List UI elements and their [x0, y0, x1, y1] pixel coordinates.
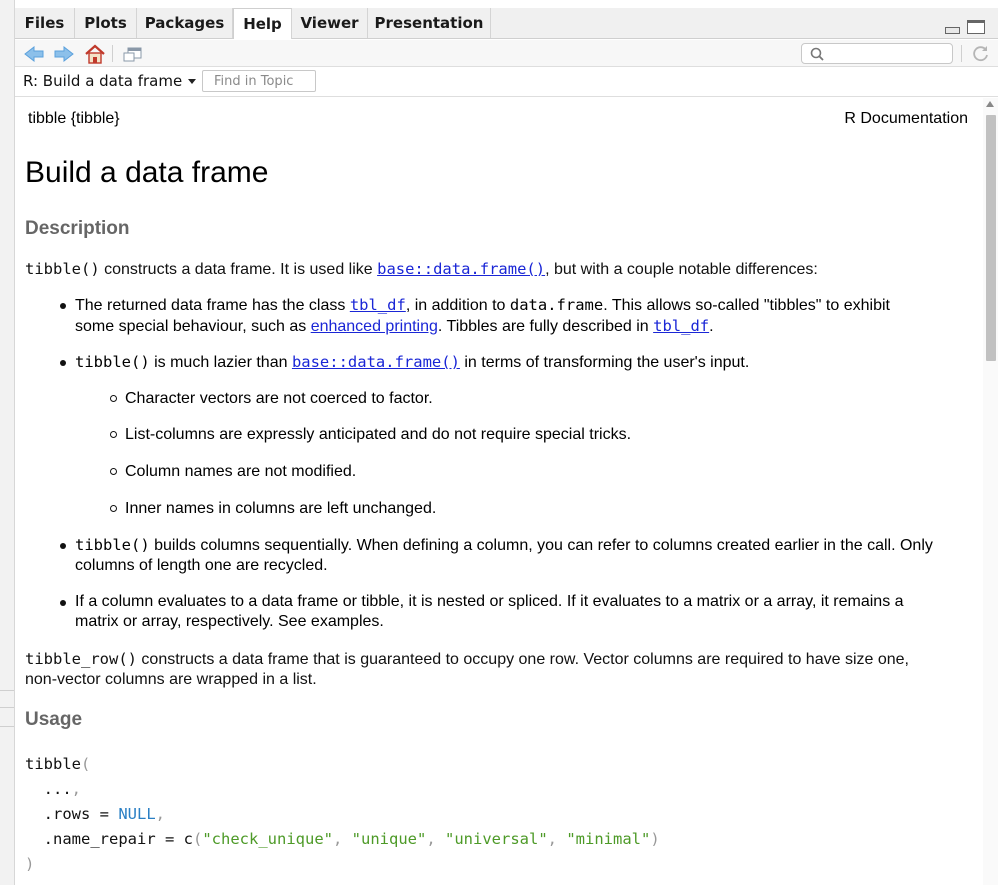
description-intro: [25, 259, 965, 280]
package-label: tibble {tibble}: [28, 110, 120, 127]
tab-files[interactable]: Files: [15, 8, 75, 38]
tab-presentation[interactable]: Presentation: [368, 8, 491, 38]
help-content: [15, 98, 998, 885]
tab-bar: [15, 8, 998, 39]
page-title: Build a data frame: [25, 156, 269, 189]
usage-code-block: [25, 752, 660, 877]
code-tibble: tibble(): [75, 353, 150, 371]
code-op: =: [90, 805, 119, 823]
code-data-frame: data.frame: [509, 296, 604, 314]
refresh-icon: [972, 45, 990, 63]
help-search-input[interactable]: [826, 45, 946, 62]
text: The returned data frame has the class: [75, 297, 350, 314]
code-punc: (: [193, 830, 203, 848]
code-tibble: tibble(): [25, 260, 100, 278]
text: in terms of transforming the user's input.: [459, 354, 750, 371]
open-in-new-window-button[interactable]: [122, 43, 144, 65]
code-tibble-row: tibble_row(): [25, 650, 137, 668]
toolbar-separator: [961, 45, 962, 62]
help-pane: [15, 0, 998, 885]
text: matrix or array, respectively. See examples.: [75, 613, 384, 630]
sub-list-item: Inner names in columns are left unchanged.: [125, 499, 925, 519]
text: If a column evaluates to a data frame or tibble, it is nested or spliced. If it evaluates to a matrix or a array, it remains a: [75, 593, 904, 610]
code-punc: ): [650, 830, 660, 848]
refresh-button[interactable]: [970, 43, 992, 65]
search-icon: [810, 47, 824, 61]
sub-list-item: Column names are not modified.: [125, 462, 925, 482]
code-string: "universal": [445, 830, 548, 848]
text: columns of length one are recycled.: [75, 557, 328, 574]
scrollbar-thumb[interactable]: [986, 115, 996, 361]
maximize-pane-button[interactable]: [967, 20, 985, 34]
r-documentation-label: R Documentation: [844, 110, 968, 127]
list-item: [75, 535, 975, 576]
text: some special behaviour, such as: [75, 318, 311, 335]
code-keyword: NULL: [118, 805, 156, 823]
caret-down-icon: [188, 79, 196, 84]
tab-viewer[interactable]: Viewer: [292, 8, 368, 38]
text: non-vector columns are wrapped in a list.: [25, 671, 317, 688]
code-punc: ,: [155, 805, 166, 823]
code-punc: ,: [547, 830, 567, 848]
pane-divider: [0, 726, 14, 727]
sub-list-item: Character vectors are not coerced to factor.: [125, 389, 925, 409]
home-button[interactable]: [84, 43, 106, 65]
code-arg: .rows: [43, 805, 91, 823]
code-arg: .name_repair: [43, 830, 156, 848]
text: , in addition to: [405, 297, 510, 314]
link-tbl-df[interactable]: tbl_df: [349, 296, 406, 314]
code-fn: tibble: [25, 755, 81, 773]
text: . This allows so-called "tibbles" to exhibit: [603, 297, 890, 314]
code-string: "check_unique": [202, 830, 333, 848]
link-enhanced-printing[interactable]: enhanced printing: [310, 318, 438, 335]
tab-plots[interactable]: Plots: [75, 8, 137, 38]
text: constructs a data frame. It is used like: [99, 261, 378, 278]
link-tbl-df[interactable]: tbl_df: [653, 317, 710, 335]
list-item: [75, 295, 975, 337]
text: constructs a data frame that is guaranteed to occupy one row. Vector columns are required to have size one,: [136, 651, 909, 668]
tab-help[interactable]: Help: [233, 8, 292, 39]
text: , but with a couple notable differences:: [545, 261, 818, 278]
code-punc: ): [25, 855, 35, 873]
usage-heading: Usage: [25, 709, 83, 730]
code-op: =: [155, 830, 184, 848]
tibble-row-description: [25, 649, 965, 690]
topic-history-dropdown[interactable]: [23, 72, 196, 90]
vertical-scrollbar[interactable]: [983, 98, 998, 885]
link-base-data-frame[interactable]: base::data.frame(): [291, 353, 460, 371]
forward-button[interactable]: [53, 43, 75, 65]
topic-bar: [15, 68, 998, 97]
help-toolbar: [15, 40, 998, 67]
text: .: [709, 318, 714, 335]
doc-header: [28, 110, 968, 128]
pane-divider: [0, 707, 14, 708]
back-arrow-icon: [24, 46, 44, 62]
list-item: [75, 592, 975, 632]
help-search-box[interactable]: [801, 43, 953, 64]
minimize-pane-button[interactable]: [945, 27, 960, 34]
toolbar-separator: [112, 45, 113, 62]
tab-packages[interactable]: Packages: [137, 8, 233, 38]
code-punc: ,: [71, 780, 82, 798]
list-item: [75, 352, 975, 373]
description-heading: Description: [25, 218, 130, 239]
open-in-new-window-icon: [123, 46, 143, 62]
code-dots: ...: [43, 780, 72, 798]
scroll-up-icon[interactable]: [986, 101, 994, 107]
find-in-topic-input[interactable]: [202, 70, 316, 92]
topic-title: R: Build a data frame: [23, 72, 183, 90]
text: builds columns sequentially. When defining a column, you can refer to columns created earlier in the call. Only: [149, 537, 933, 554]
back-button[interactable]: [23, 43, 45, 65]
forward-arrow-icon: [54, 46, 74, 62]
code-punc: ,: [426, 830, 445, 848]
code-punc: (: [81, 755, 91, 773]
sub-list-item: List-columns are expressly anticipated and do not require special tricks.: [125, 425, 925, 445]
code-string: "minimal": [566, 830, 651, 848]
text: . Tibbles are fully described in: [437, 318, 654, 335]
code-tibble: tibble(): [75, 536, 150, 554]
home-icon: [84, 44, 106, 64]
pane-divider: [0, 690, 14, 691]
code-fn: c: [183, 830, 193, 848]
text: is much lazier than: [149, 354, 292, 371]
code-string: "unique": [351, 830, 427, 848]
left-pane-edge: [0, 0, 15, 885]
link-base-data-frame[interactable]: base::data.frame(): [377, 260, 546, 278]
code-punc: ,: [333, 830, 352, 848]
